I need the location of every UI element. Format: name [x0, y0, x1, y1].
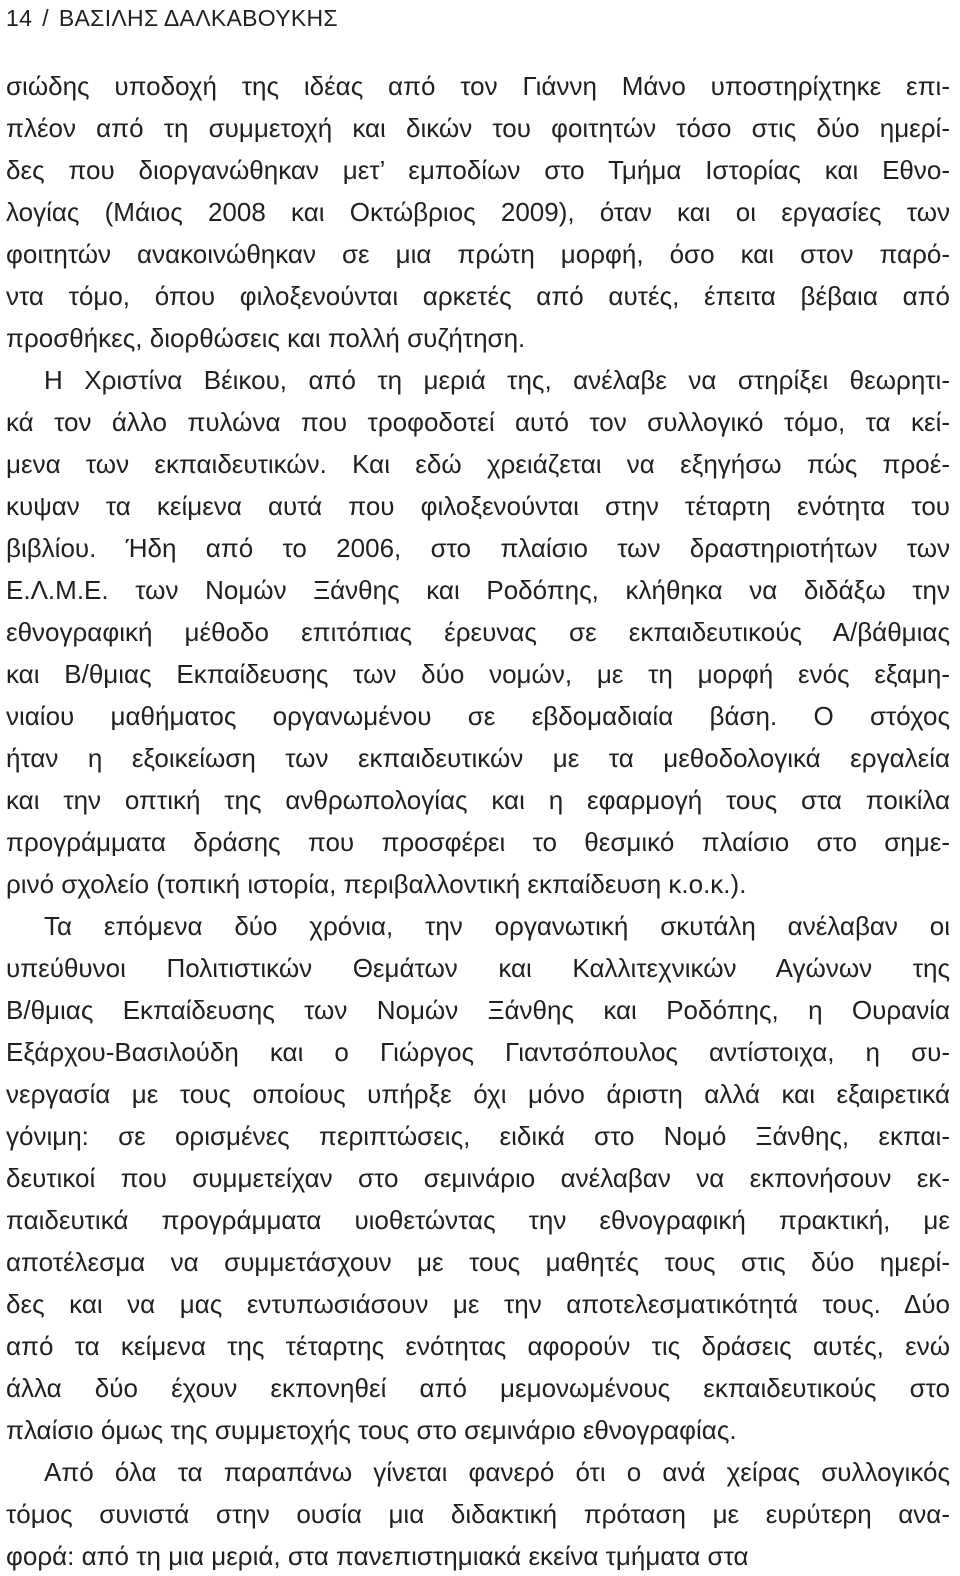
- text-line: αποτέλεσμα να συμμετάσχουν με τους μαθητές τους στις δύο ημερί-: [6, 1247, 950, 1277]
- text-line: Ε.Λ.Μ.Ε. των Νομών Ξάνθης και Ροδόπης, κλήθηκα να διδάξω την: [6, 575, 950, 605]
- text-line: τόμος συνιστά στην ουσία μια διδακτική πρόταση με ευρύτερη ανα-: [6, 1499, 950, 1529]
- body-text: [6, 65, 950, 1576]
- text-line: φορά: από τη μια μεριά, στα πανεπιστημιακά εκείνα τμήματα στα: [6, 1541, 749, 1571]
- text-line: νιαίου μαθήματος οργανωμένου σε εβδομαδιαία βάση. Ο στόχος: [6, 701, 950, 731]
- text-line: Από όλα τα παραπάνω γίνεται φανερό ότι ο ανά χείρας συλλογικός: [44, 1457, 950, 1487]
- text-line: Η Χριστίνα Βέικου, από τη μεριά της, ανέλαβε να στηρίξει θεωρητι-: [44, 365, 950, 395]
- paragraph: [6, 65, 950, 359]
- text-line: ήταν η εξοικείωση των εκπαιδευτικών με τα μεθοδολογικά εργαλεία: [6, 743, 950, 773]
- text-line: υπεύθυνοι Πολιτιστικών Θεμάτων και Καλλιτεχνικών Αγώνων της: [6, 953, 950, 983]
- text-line: Εξάρχου-Βασιλούδη και ο Γιώργος Γιαντσόπουλος αντίστοιχα, η συ-: [6, 1037, 950, 1067]
- text-line: κυψαν τα κείμενα αυτά που φιλοξενούνται στην τέταρτη ενότητα του: [6, 491, 950, 521]
- paragraph: [6, 1451, 950, 1576]
- text-line: κά τον άλλο πυλώνα που τροφοδοτεί αυτό τον συλλογικό τόμο, τα κεί-: [6, 407, 950, 437]
- text-line: γόνιμη: σε ορισμένες περιπτώσεις, ειδικά στο Νομό Ξάνθης, εκπαι-: [6, 1121, 950, 1151]
- text-line: και την οπτική της ανθρωπολογίας και η εφαρμογή τους στα ποικίλα: [6, 785, 950, 815]
- page-number: 14: [6, 5, 33, 31]
- text-line: σιώδης υποδοχή της ιδέας από τον Γιάννη Μάνο υποστηρίχτηκε επι-: [6, 71, 950, 101]
- text-line: φοιτητών ανακοινώθηκαν σε μια πρώτη μορφή, όσο και στον παρό-: [6, 239, 950, 269]
- paragraph: [6, 905, 950, 1451]
- text-line: δευτικοί που συμμετείχαν στο σεμινάριο ανέλαβαν να εκπονήσουν εκ-: [6, 1163, 950, 1193]
- text-line: άλλα δύο έχουν εκπονηθεί από μεμονωμένους εκπαιδευτικούς στο: [6, 1373, 950, 1403]
- text-line: νεργασία με τους οποίους υπήρξε όχι μόνο άριστη αλλά και εξαιρετικά: [6, 1079, 950, 1109]
- text-line: δες που διοργανώθηκαν μετ’ εμποδίων στο Τμήμα Ιστορίας και Εθνο-: [6, 155, 950, 185]
- header-separator: /: [42, 5, 49, 31]
- text-line: προγράμματα δράσης που προσφέρει το θεσμικό πλαίσιο στο σημε-: [6, 827, 950, 857]
- text-line: Β/θμιας Εκπαίδευσης των Νομών Ξάνθης και Ροδόπης, η Ουρανία: [6, 995, 950, 1025]
- author-name: ΒΑΣΙΛΗΣ ΔΑΛΚΑΒΟΥΚΗΣ: [58, 5, 338, 31]
- text-line: μενα των εκπαιδευτικών. Και εδώ χρειάζεται να εξηγήσω πώς προέ-: [6, 449, 950, 479]
- text-line: και Β/θμιας Εκπαίδευσης των δύο νομών, με τη μορφή ενός εξαμη-: [6, 659, 950, 689]
- paragraph: [6, 359, 950, 905]
- text-line: εθνογραφική μέθοδο επιτόπιας έρευνας σε εκπαιδευτικούς Α/βάθμιας: [6, 617, 950, 647]
- running-head: [6, 4, 338, 32]
- text-line: λογίας (Μάιος 2008 και Οκτώβριος 2009), όταν και οι εργασίες των: [6, 197, 950, 227]
- text-line: ντα τόμο, όπου φιλοξενούνται αρκετές από αυτές, έπειτα βέβαια από: [6, 281, 950, 311]
- text-line: ρινό σχολείο (τοπική ιστορία, περιβαλλοντική εκπαίδευση κ.ο.κ.).: [6, 869, 747, 899]
- text-line: από τα κείμενα της τέταρτης ενότητας αφορούν τις δράσεις αυτές, ενώ: [6, 1331, 950, 1361]
- text-line: πλαίσιο όμως της συμμετοχής τους στο σεμινάριο εθνογραφίας.: [6, 1415, 737, 1445]
- text-line: δες και να μας εντυπωσιάσουν με την αποτελεσματικότητά τους. Δύο: [6, 1289, 950, 1319]
- text-line: πλέον από τη συμμετοχή και δικών του φοιτητών τόσο στις δύο ημερί-: [6, 113, 950, 143]
- text-line: βιβλίου. Ήδη από το 2006, στο πλαίσιο των δραστηριοτήτων των: [6, 533, 950, 563]
- text-line: Τα επόμενα δύο χρόνια, την οργανωτική σκυτάλη ανέλαβαν οι: [44, 911, 950, 941]
- text-line: προσθήκες, διορθώσεις και πολλή συζήτηση.: [6, 323, 526, 353]
- text-line: παιδευτικά προγράμματα υιοθετώντας την εθνογραφική πρακτική, με: [6, 1205, 950, 1235]
